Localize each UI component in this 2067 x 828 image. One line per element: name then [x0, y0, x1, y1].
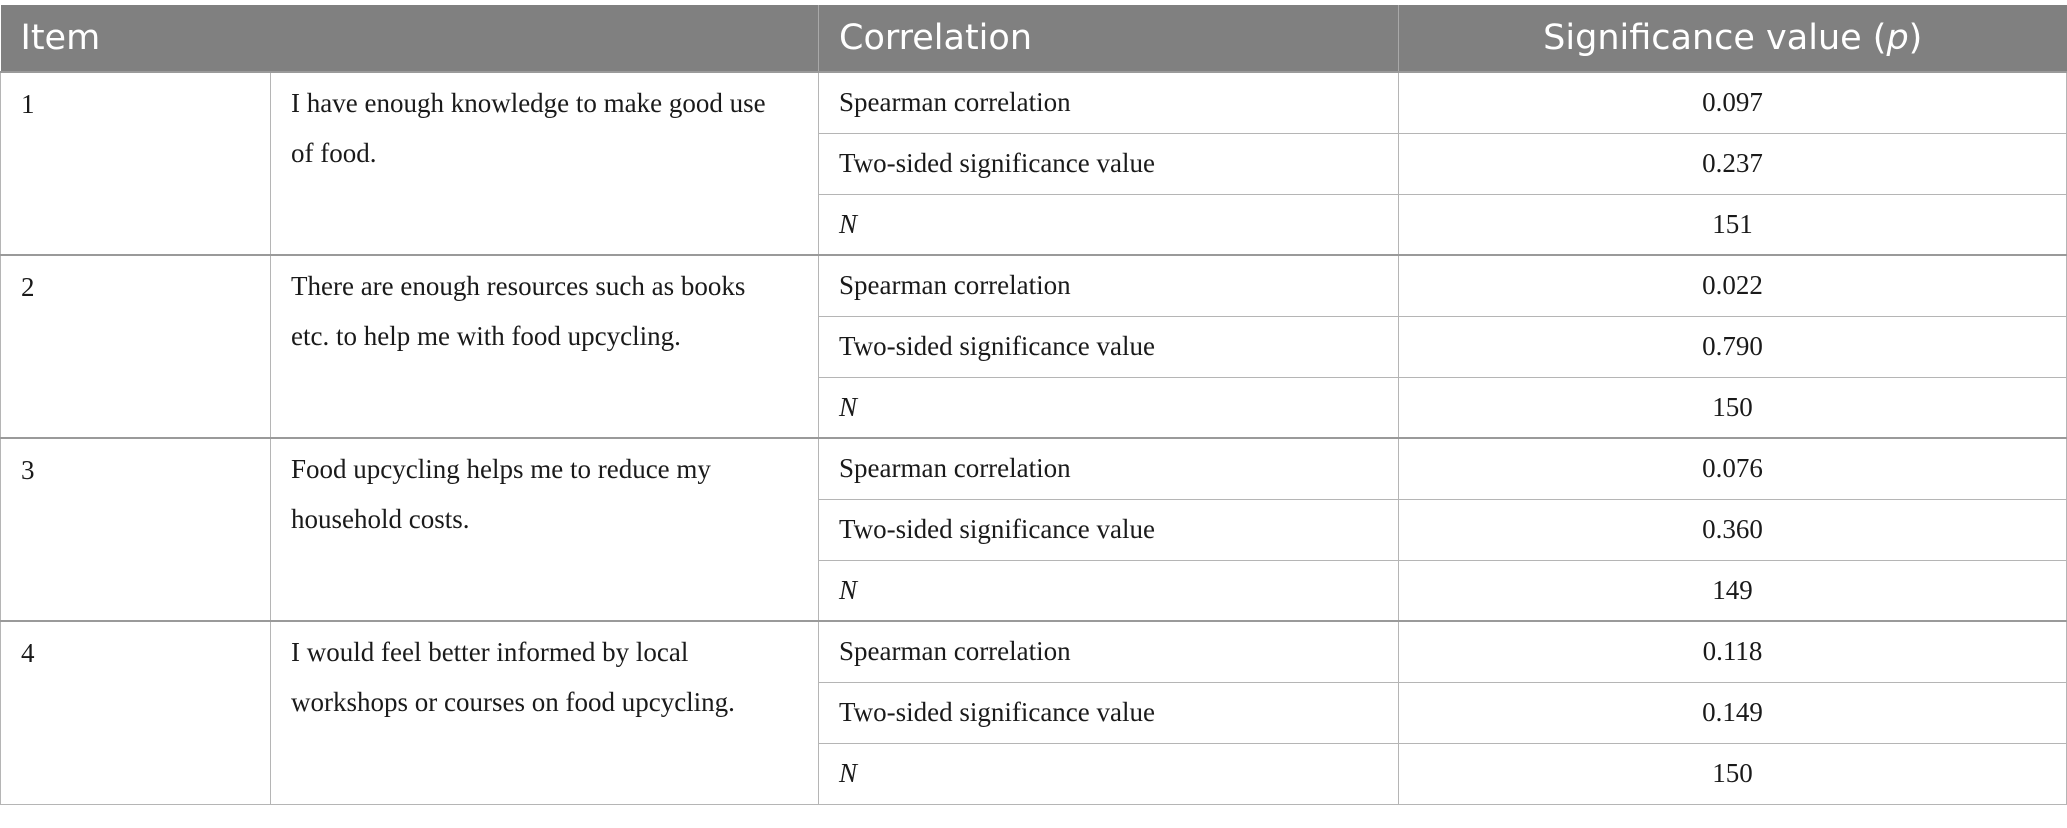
- item-number: 2: [1, 255, 271, 438]
- header-significance-prefix: Significance value (: [1543, 18, 1887, 58]
- header-significance-suffix: ): [1908, 18, 1923, 58]
- item-statement: I have enough knowledge to make good use of food.: [271, 72, 819, 255]
- header-row: [1, 5, 2067, 72]
- table-row: [1, 621, 2067, 682]
- item-number: 1: [1, 72, 271, 255]
- row-label: Two-sided significance value: [819, 316, 1399, 377]
- row-label: Two-sided significance value: [819, 499, 1399, 560]
- table-body: [1, 72, 2067, 804]
- table-row: [1, 438, 2067, 499]
- table-row: [1, 255, 2067, 316]
- item-statement: I would feel better informed by local workshops or courses on food upcycling.: [271, 621, 819, 804]
- table-header: [1, 5, 2067, 72]
- row-value: 149: [1399, 560, 2067, 621]
- n-label: N: [839, 208, 858, 239]
- row-label: Spearman correlation: [819, 621, 1399, 682]
- row-value: 0.076: [1399, 438, 2067, 499]
- row-value: 0.022: [1399, 255, 2067, 316]
- row-value: 0.149: [1399, 682, 2067, 743]
- row-label: [819, 743, 1399, 804]
- row-label: Spearman correlation: [819, 72, 1399, 133]
- row-value: 151: [1399, 194, 2067, 255]
- row-label: Spearman correlation: [819, 438, 1399, 499]
- n-label: N: [839, 574, 858, 605]
- row-value: 0.237: [1399, 133, 2067, 194]
- row-value: 150: [1399, 743, 2067, 804]
- row-value: 0.360: [1399, 499, 2067, 560]
- header-correlation: Correlation: [819, 5, 1399, 72]
- row-value: 0.790: [1399, 316, 2067, 377]
- table-row: [1, 72, 2067, 133]
- header-significance: [1399, 5, 2067, 72]
- row-label: [819, 560, 1399, 621]
- n-label: N: [839, 758, 858, 788]
- row-value: 150: [1399, 377, 2067, 438]
- row-label: [819, 377, 1399, 438]
- header-item: Item: [1, 5, 819, 72]
- item-number: 3: [1, 438, 271, 621]
- row-value: 0.097: [1399, 72, 2067, 133]
- item-statement: Food upcycling helps me to reduce my household costs.: [271, 438, 819, 621]
- row-label: [819, 194, 1399, 255]
- row-label: Spearman correlation: [819, 255, 1399, 316]
- row-value: 0.118: [1399, 621, 2067, 682]
- n-label: N: [839, 391, 858, 422]
- header-significance-p: p: [1886, 18, 1909, 58]
- row-label: Two-sided significance value: [819, 682, 1399, 743]
- correlation-table: [0, 5, 2067, 805]
- item-number: 4: [1, 621, 271, 804]
- item-statement: There are enough resources such as books etc. to help me with food upcycling.: [271, 255, 819, 438]
- row-label: Two-sided significance value: [819, 133, 1399, 194]
